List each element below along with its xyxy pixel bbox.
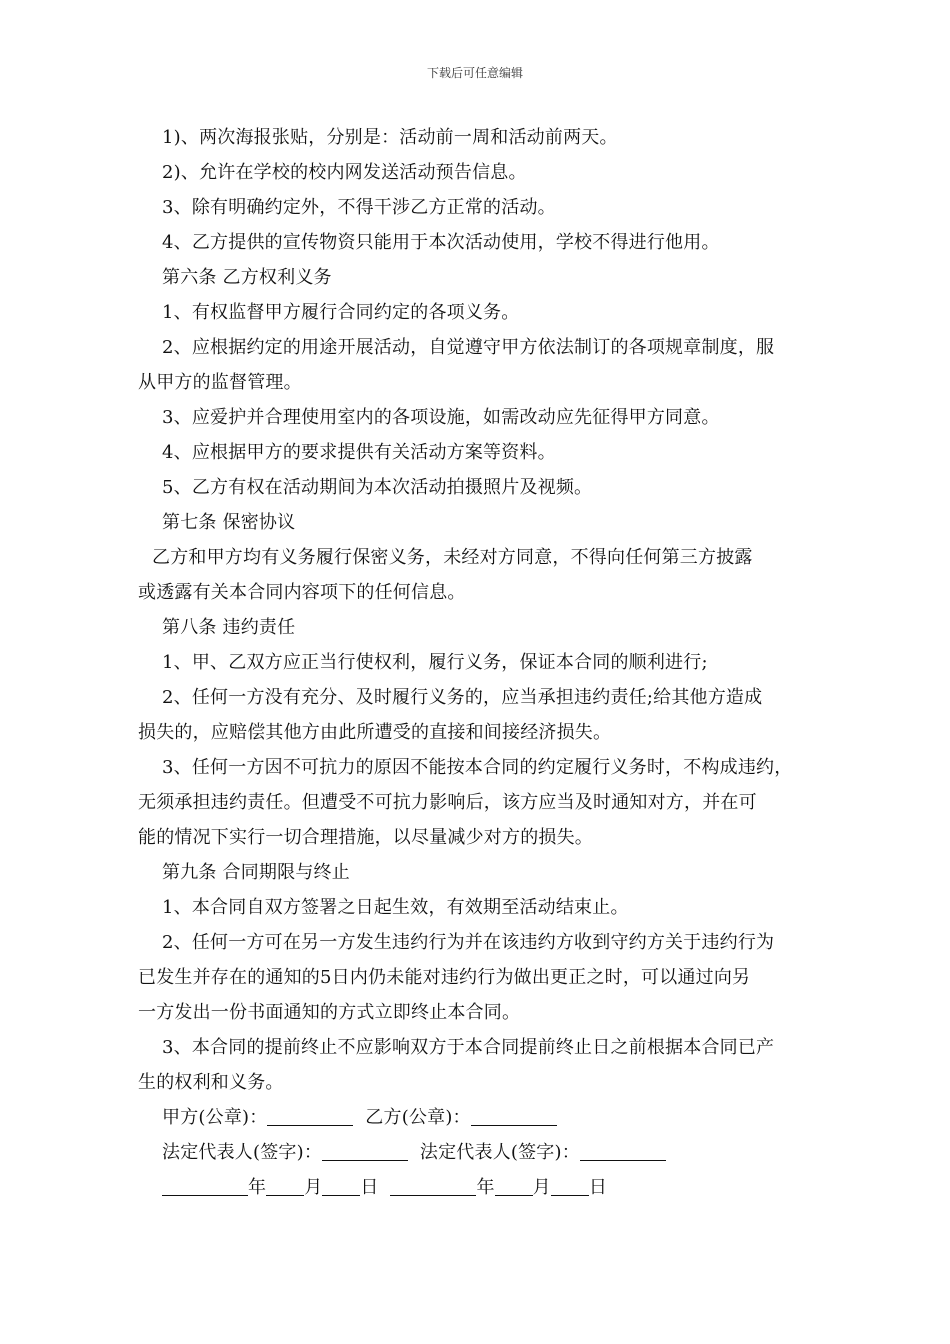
paragraph: 5、乙方有权在活动期间为本次活动拍摄照片及视频。 — [162, 477, 593, 498]
paragraph-continued: 生的权利和义务。 — [138, 1072, 284, 1093]
representative-line — [138, 1135, 818, 1170]
document-body — [138, 120, 818, 1205]
section-heading: 第七条 保密协议 — [162, 512, 296, 533]
page-header: 下载后可任意编辑 — [426, 66, 523, 80]
paragraph: 3、任何一方因不可抗力的原因不能按本合同的约定履行义务时，不构成违约， — [162, 757, 793, 778]
year-b-blank — [390, 1177, 476, 1196]
rep-b-label: 法定代表人(签字)： — [419, 1142, 580, 1163]
paragraph-continued: 损失的，应赔偿其他方由此所遭受的直接和间接经济损失。 — [138, 722, 612, 743]
day-b-label: 日 — [588, 1177, 608, 1198]
paragraph: 2、应根据约定的用途开展活动，自觉遵守甲方依法制订的各项规章制度，服 — [162, 337, 775, 358]
day-a-blank — [322, 1177, 360, 1196]
year-a-label: 年 — [248, 1177, 267, 1198]
year-a-blank — [162, 1177, 248, 1196]
party-a-seal-blank — [267, 1107, 353, 1126]
seal-line — [138, 1100, 818, 1135]
section-heading: 第八条 违约责任 — [162, 617, 296, 638]
rep-a-label: 法定代表人(签字)： — [162, 1142, 323, 1163]
month-a-label: 月 — [304, 1177, 323, 1198]
paragraph: 4、乙方提供的宣传物资只能用于本次活动使用，学校不得进行他用。 — [162, 232, 720, 253]
paragraph: 1、本合同自双方签署之日起生效，有效期至活动结束止。 — [162, 897, 629, 918]
day-a-label: 日 — [360, 1177, 379, 1198]
paragraph: 1)、两次海报张贴，分别是：活动前一周和活动前两天。 — [162, 127, 618, 148]
party-b-seal-blank — [471, 1107, 557, 1126]
date-line — [138, 1170, 818, 1205]
month-a-blank — [266, 1177, 304, 1196]
paragraph: 1、有权监督甲方履行合同约定的各项义务。 — [162, 302, 520, 323]
section-heading: 第九条 合同期限与终止 — [162, 862, 350, 883]
section-heading: 第六条 乙方权利义务 — [162, 267, 332, 288]
paragraph: 3、除有明确约定外，不得干涉乙方正常的活动。 — [162, 197, 556, 218]
day-b-blank — [551, 1177, 589, 1196]
paragraph: 3、应爱护并合理使用室内的各项设施，如需改动应先征得甲方同意。 — [162, 407, 720, 428]
party-a-seal-label: 甲方(公章)： — [162, 1107, 268, 1128]
paragraph: 4、应根据甲方的要求提供有关活动方案等资料。 — [162, 442, 556, 463]
paragraph-continued: 无须承担违约责任。但遭受不可抗力影响后，该方应当及时通知对方，并在可 — [138, 792, 757, 813]
paragraph-continued: 或透露有关本合同内容项下的任何信息。 — [138, 582, 466, 603]
paragraph: 乙方和甲方均有义务履行保密义务，未经对方同意，不得向任何第三方披露 — [152, 547, 753, 568]
paragraph: 2)、允许在学校的校内网发送活动预告信息。 — [162, 162, 527, 183]
rep-b-blank — [580, 1142, 666, 1161]
month-b-label: 月 — [532, 1177, 551, 1198]
month-b-blank — [495, 1177, 533, 1196]
year-b-label: 年 — [476, 1177, 495, 1198]
paragraph: 1、甲、乙双方应正当行使权利，履行义务，保证本合同的顺利进行; — [162, 652, 708, 673]
paragraph-continued: 一方发出一份书面通知的方式立即终止本合同。 — [138, 1002, 521, 1023]
paragraph-continued: 能的情况下实行一切合理措施，以尽量减少对方的损失。 — [138, 827, 593, 848]
paragraph: 3、本合同的提前终止不应影响双方于本合同提前终止日之前根据本合同已产 — [162, 1037, 775, 1058]
rep-a-blank — [322, 1142, 408, 1161]
paragraph-continued: 已发生并存在的通知的5日内仍未能对违约行为做出更正之时，可以通过向另 — [138, 967, 751, 988]
paragraph: 2、任何一方可在另一方发生违约行为并在该违约方收到守约方关于违约行为 — [162, 932, 775, 953]
paragraph-continued: 从甲方的监督管理。 — [138, 372, 302, 393]
paragraph: 2、任何一方没有充分、及时履行义务的，应当承担违约责任;给其他方造成 — [162, 687, 763, 708]
party-b-seal-label: 乙方(公章)： — [365, 1107, 471, 1128]
